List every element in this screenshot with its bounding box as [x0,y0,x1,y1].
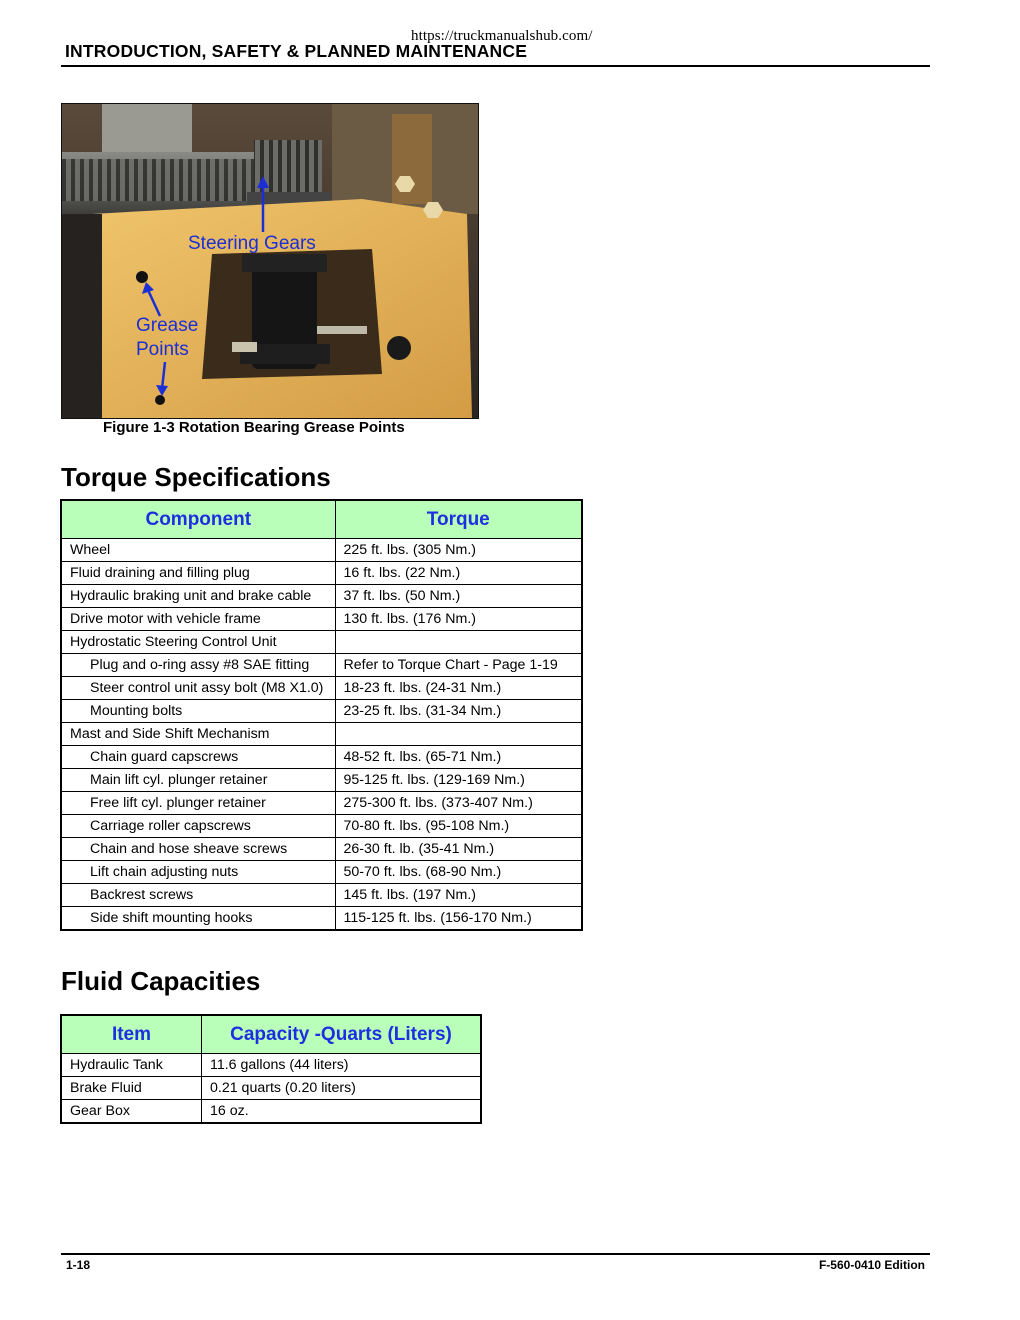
fluid-table [60,1014,482,1124]
source-watermark: https://truckmanualshub.com/ [411,28,593,44]
steering-gears-label: Steering Gears [188,233,316,254]
component-cell: Drive motor with vehicle frame [61,608,335,631]
component-cell: Plug and o-ring assy #8 SAE fitting [61,654,335,677]
table-row [61,1100,481,1124]
fluid-section-title: Fluid Capacities [61,966,261,996]
item-header: Item [61,1015,202,1054]
torque-cell: 130 ft. lbs. (176 Nm.) [335,608,582,631]
torque-cell: 115-125 ft. lbs. (156-170 Nm.) [335,907,582,931]
torque-cell: 48-52 ft. lbs. (65-71 Nm.) [335,746,582,769]
component-cell: Lift chain adjusting nuts [61,861,335,884]
capacity-cell: 0.21 quarts (0.20 liters) [202,1077,482,1100]
item-cell: Gear Box [61,1100,202,1124]
component-cell: Wheel [61,539,335,562]
component-cell: Chain and hose sheave screws [61,838,335,861]
table-row [61,838,582,861]
torque-cell: 275-300 ft. lbs. (373-407 Nm.) [335,792,582,815]
torque-header-row [61,500,582,539]
component-cell: Steer control unit assy bolt (M8 X1.0) [61,677,335,700]
torque-cell: 26-30 ft. lb. (35-41 Nm.) [335,838,582,861]
component-cell: Fluid draining and filling plug [61,562,335,585]
torque-cell: 23-25 ft. lbs. (31-34 Nm.) [335,700,582,723]
torque-cell: 70-80 ft. lbs. (95-108 Nm.) [335,815,582,838]
torque-table [60,499,583,931]
table-row [61,1077,481,1100]
table-row [61,1054,481,1077]
table-row [61,608,582,631]
component-cell: Hydrostatic Steering Control Unit [61,631,335,654]
torque-cell: 37 ft. lbs. (50 Nm.) [335,585,582,608]
component-cell: Free lift cyl. plunger retainer [61,792,335,815]
table-row [61,631,582,654]
item-cell: Hydraulic Tank [61,1054,202,1077]
rotation-bearing-photo [61,103,479,419]
table-row [61,677,582,700]
capacity-header: Capacity -Quarts (Liters) [202,1015,482,1054]
torque-cell: 16 ft. lbs. (22 Nm.) [335,562,582,585]
component-cell: Carriage roller capscrews [61,815,335,838]
table-row [61,792,582,815]
photo-illustration [62,104,478,418]
page-number: 1-18 [66,1258,91,1272]
item-cell: Brake Fluid [61,1077,202,1100]
table-row [61,539,582,562]
torque-cell: 225 ft. lbs. (305 Nm.) [335,539,582,562]
capacity-cell: 16 oz. [202,1100,482,1124]
table-row [61,884,582,907]
table-row [61,769,582,792]
component-cell: Backrest screws [61,884,335,907]
figure-caption: Figure 1-3 Rotation Bearing Grease Points [103,419,405,436]
table-row [61,723,582,746]
torque-header: Torque [335,500,582,539]
torque-cell [335,631,582,654]
header-divider [61,65,930,67]
torque-cell: Refer to Torque Chart - Page 1-19 [335,654,582,677]
edition-label: F-560-0410 Edition [818,1258,925,1272]
table-row [61,861,582,884]
capacity-cell: 11.6 gallons (44 liters) [202,1054,482,1077]
table-row [61,585,582,608]
page-header-title: INTRODUCTION, SAFETY & PLANNED MAINTENANCE [65,41,528,61]
grease-points-label-line1: Grease [136,315,199,336]
component-cell: Main lift cyl. plunger retainer [61,769,335,792]
table-row [61,907,582,931]
torque-cell: 18-23 ft. lbs. (24-31 Nm.) [335,677,582,700]
component-cell: Side shift mounting hooks [61,907,335,931]
torque-cell: 95-125 ft. lbs. (129-169 Nm.) [335,769,582,792]
torque-cell [335,723,582,746]
torque-cell: 50-70 ft. lbs. (68-90 Nm.) [335,861,582,884]
component-cell: Mast and Side Shift Mechanism [61,723,335,746]
table-row [61,654,582,677]
grease-points-label-line2: Points [136,339,189,360]
table-row [61,815,582,838]
component-cell: Chain guard capscrews [61,746,335,769]
table-row [61,562,582,585]
footer-divider [61,1253,930,1255]
table-row [61,746,582,769]
component-cell: Mounting bolts [61,700,335,723]
table-row [61,700,582,723]
torque-section-title: Torque Specifications [61,462,331,492]
torque-cell: 145 ft. lbs. (197 Nm.) [335,884,582,907]
fluid-header-row [61,1015,481,1054]
component-header: Component [61,500,335,539]
component-cell: Hydraulic braking unit and brake cable [61,585,335,608]
